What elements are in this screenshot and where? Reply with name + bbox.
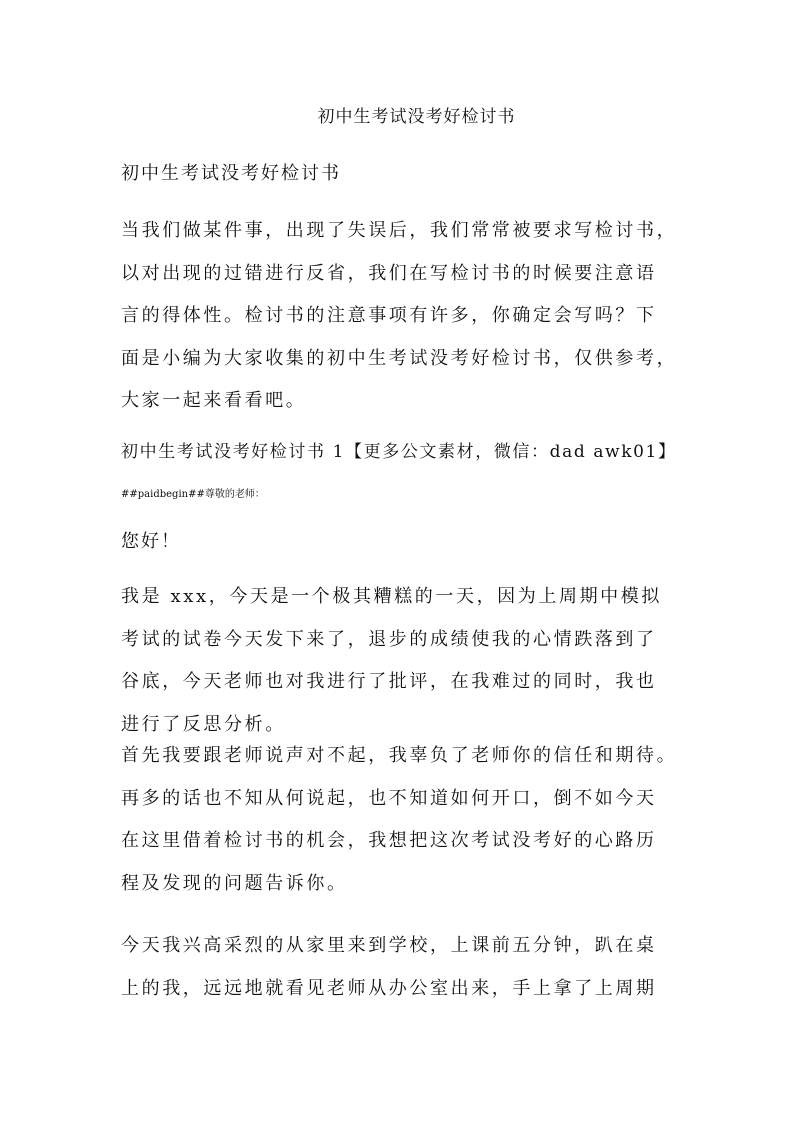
intro-line: 当我们做某件事，出现了失误后，我们常常被要求写检讨书， — [121, 220, 678, 241]
paragraph-line: 在这里借着检讨书的机会，我想把这次考试没考好的心路历 — [121, 830, 657, 851]
paragraph-line: 首先我要跟老师说声对不起，我辜负了老师你的信任和期待。 — [121, 745, 678, 766]
document-title: 初中生考试没考好检讨书 — [317, 107, 516, 127]
salutation-line: ##paidbegin##尊敬的老师： — [121, 489, 265, 500]
intro-line: 面是小编为大家收集的初中生考试没考好检讨书，仅供参考， — [121, 347, 678, 369]
body-paragraph-3 — [121, 925, 681, 1010]
body-paragraph-1 — [121, 576, 681, 746]
body-paragraph-2 — [121, 735, 681, 905]
intro-line: 以对出现的过错进行反省，我们在写检讨书的时候要注意语 — [121, 262, 657, 284]
intro-line: 大家一起来看看吧。 — [121, 390, 307, 411]
paragraph-line: 谷底，今天老师也对我进行了批评，在我难过的同时，我也 — [121, 671, 657, 692]
intro-line: 言的得体性。检讨书的注意事项有许多，你确定会写吗？下 — [121, 305, 657, 326]
paragraph-line: 程及发现的问题告诉你。 — [121, 872, 348, 894]
paragraph-line: 上的我，远远地就看见老师从办公室出来，手上拿了上周期 — [121, 977, 657, 999]
paragraph-line: 我是 xxx，今天是一个极其糟糕的一天，因为上周期中模拟 — [121, 586, 662, 607]
greeting: 您好！ — [121, 531, 181, 552]
paragraph-line: 进行了反思分析。 — [121, 713, 286, 735]
paragraph-line: 今天我兴高采烈的从家里来到学校，上课前五分钟，趴在桌 — [121, 935, 657, 956]
intro-paragraph — [121, 210, 681, 423]
document-subtitle: 初中生考试没考好检讨书 — [121, 163, 341, 184]
paragraph-line: 再多的话也不知从何说起，也不知道如何开口，倒不如今天 — [121, 787, 657, 809]
paragraph-line: 考试的试卷今天发下来了，退步的成绩使我的心情跌落到了 — [121, 628, 657, 650]
section-heading: 初中生考试没考好检讨书 1【更多公文素材，微信：dad awk01】 — [121, 442, 677, 462]
